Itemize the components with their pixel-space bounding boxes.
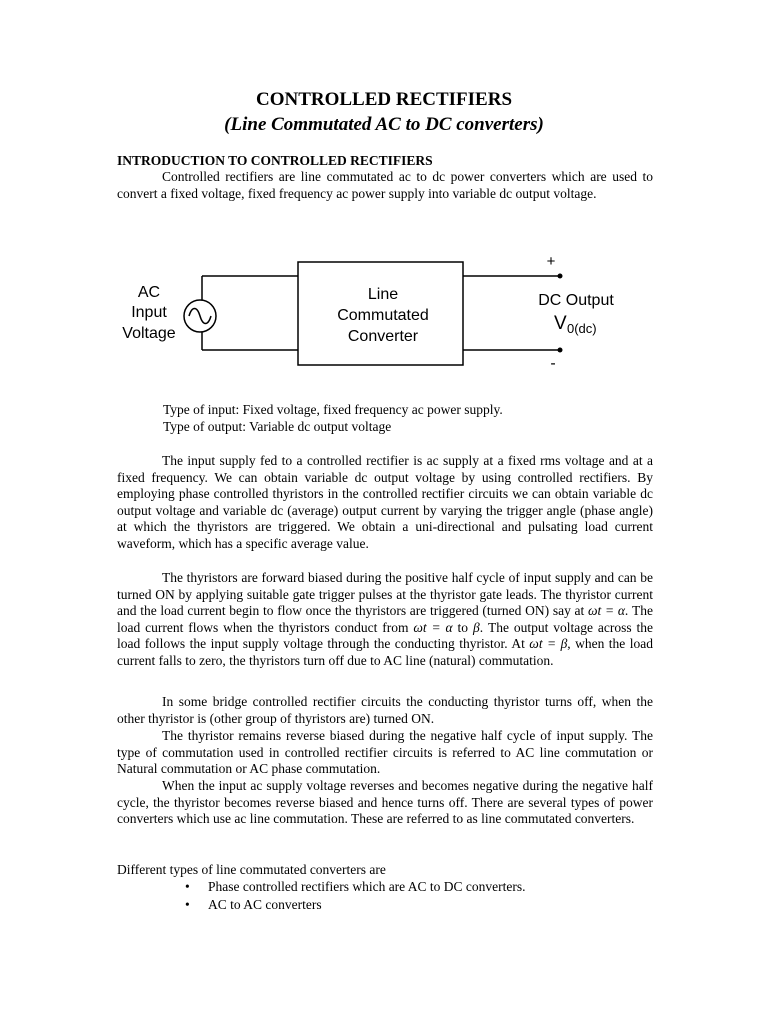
plus-sign: + (546, 253, 556, 270)
paragraph-2-part-d: , when the load current falls to zero, the thyristors turn off due to AC line (natural) commutation. (117, 636, 653, 668)
block-diagram (110, 245, 650, 375)
bullet-icon: • (185, 897, 190, 912)
block-label-commutated: Commutated (337, 307, 429, 324)
math-to: to (457, 619, 469, 635)
paragraph-4: The thyristor remains reverse biased during the negative half cycle of input supply. The type of commutation used in controlled rectifier circuits is referred to AC line commutation or Natural commutation or AC phase commutation. (117, 728, 653, 777)
type-of-input: Type of input: Fixed voltage, fixed frequency ac power supply. (163, 402, 503, 417)
output-symbol: V (554, 313, 567, 334)
paragraph-5: When the input ac supply voltage reverses and becomes negative during the negative half cycle, the thyristor becomes reverse biased and hence turns off. There are several types of power converters which use ac line commutation. These are referred to as line commutated converters. (117, 778, 653, 827)
paragraph-1: The input supply fed to a controlled rectifier is ac supply at a fixed rms voltage and at a fixed frequency. We can obtain variable dc output voltage by using controlled rectifiers. By employing phase controlled thyristors in the controlled rectifier circuits we can obtain variable dc output voltage and variable dc (average) output current by varying the trigger angle (phase angle) at which the thyristors are triggered. We obtain a uni-directional and pulsating load current waveform, which has a specific average value. (117, 453, 653, 551)
block-label-converter: Converter (347, 328, 419, 345)
paragraph-3: In some bridge controlled rectifier circuits the conducting thyristor turns off, when the other thyristor is (other group of thyristors are) turned ON. (117, 694, 653, 726)
math-wt-alpha: ωt = α (588, 603, 625, 619)
math-wt-beta: ωt = β (529, 636, 568, 652)
converter-types-list (163, 878, 526, 914)
type-of-output: Type of output: Variable dc output voltage (163, 419, 392, 434)
paragraph-2-part-c: . The output voltage across the load follows the input supply voltage through the conducting thyristor. At (117, 619, 654, 652)
document-subtitle: (Line Commutated AC to DC converters) (224, 114, 544, 135)
list-intro: Different types of line commutated converters are (117, 862, 386, 877)
list-item (163, 878, 526, 896)
output-terminal-positive (558, 274, 563, 279)
input-label-voltage: Voltage (122, 325, 176, 342)
paragraph-2-part-a: The thyristors are forward biased during the positive half cycle of input supply and can be turned ON by applying suitable gate trigger pulses at the thyristor gate leads. The thyristor current and the load current begin to flow once the thyristors are triggered (turned ON) say at (117, 570, 653, 619)
input-label-ac: AC (137, 284, 161, 301)
minus-sign: - (550, 355, 556, 372)
input-label-input: Input (131, 304, 167, 321)
paragraph-2-part-b: . The load current flows when the thyristors conduct from (117, 603, 653, 635)
output-label: DC Output (538, 292, 614, 309)
intro-paragraph: Controlled rectifiers are line commutated ac to dc power converters which are used to convert a fixed voltage, fixed frequency ac power supply into variable dc output voltage. (117, 169, 653, 201)
output-terminal-negative (558, 348, 563, 353)
math-wt-alpha-2: ωt = α (413, 619, 453, 635)
section-heading: INTRODUCTION TO CONTROLLED RECTIFIERS (117, 153, 433, 168)
block-label-line: Line (367, 286, 399, 303)
paragraph-2 (117, 570, 653, 670)
list-item-text: Phase controlled rectifiers which are AC to DC converters. (208, 879, 526, 894)
math-beta: β (472, 619, 480, 635)
output-subscript: 0(dc) (567, 321, 597, 336)
list-item (163, 896, 526, 914)
list-item-text: AC to AC converters (208, 897, 322, 912)
document-title: CONTROLLED RECTIFIERS (255, 89, 513, 110)
bullet-icon: • (185, 879, 190, 894)
